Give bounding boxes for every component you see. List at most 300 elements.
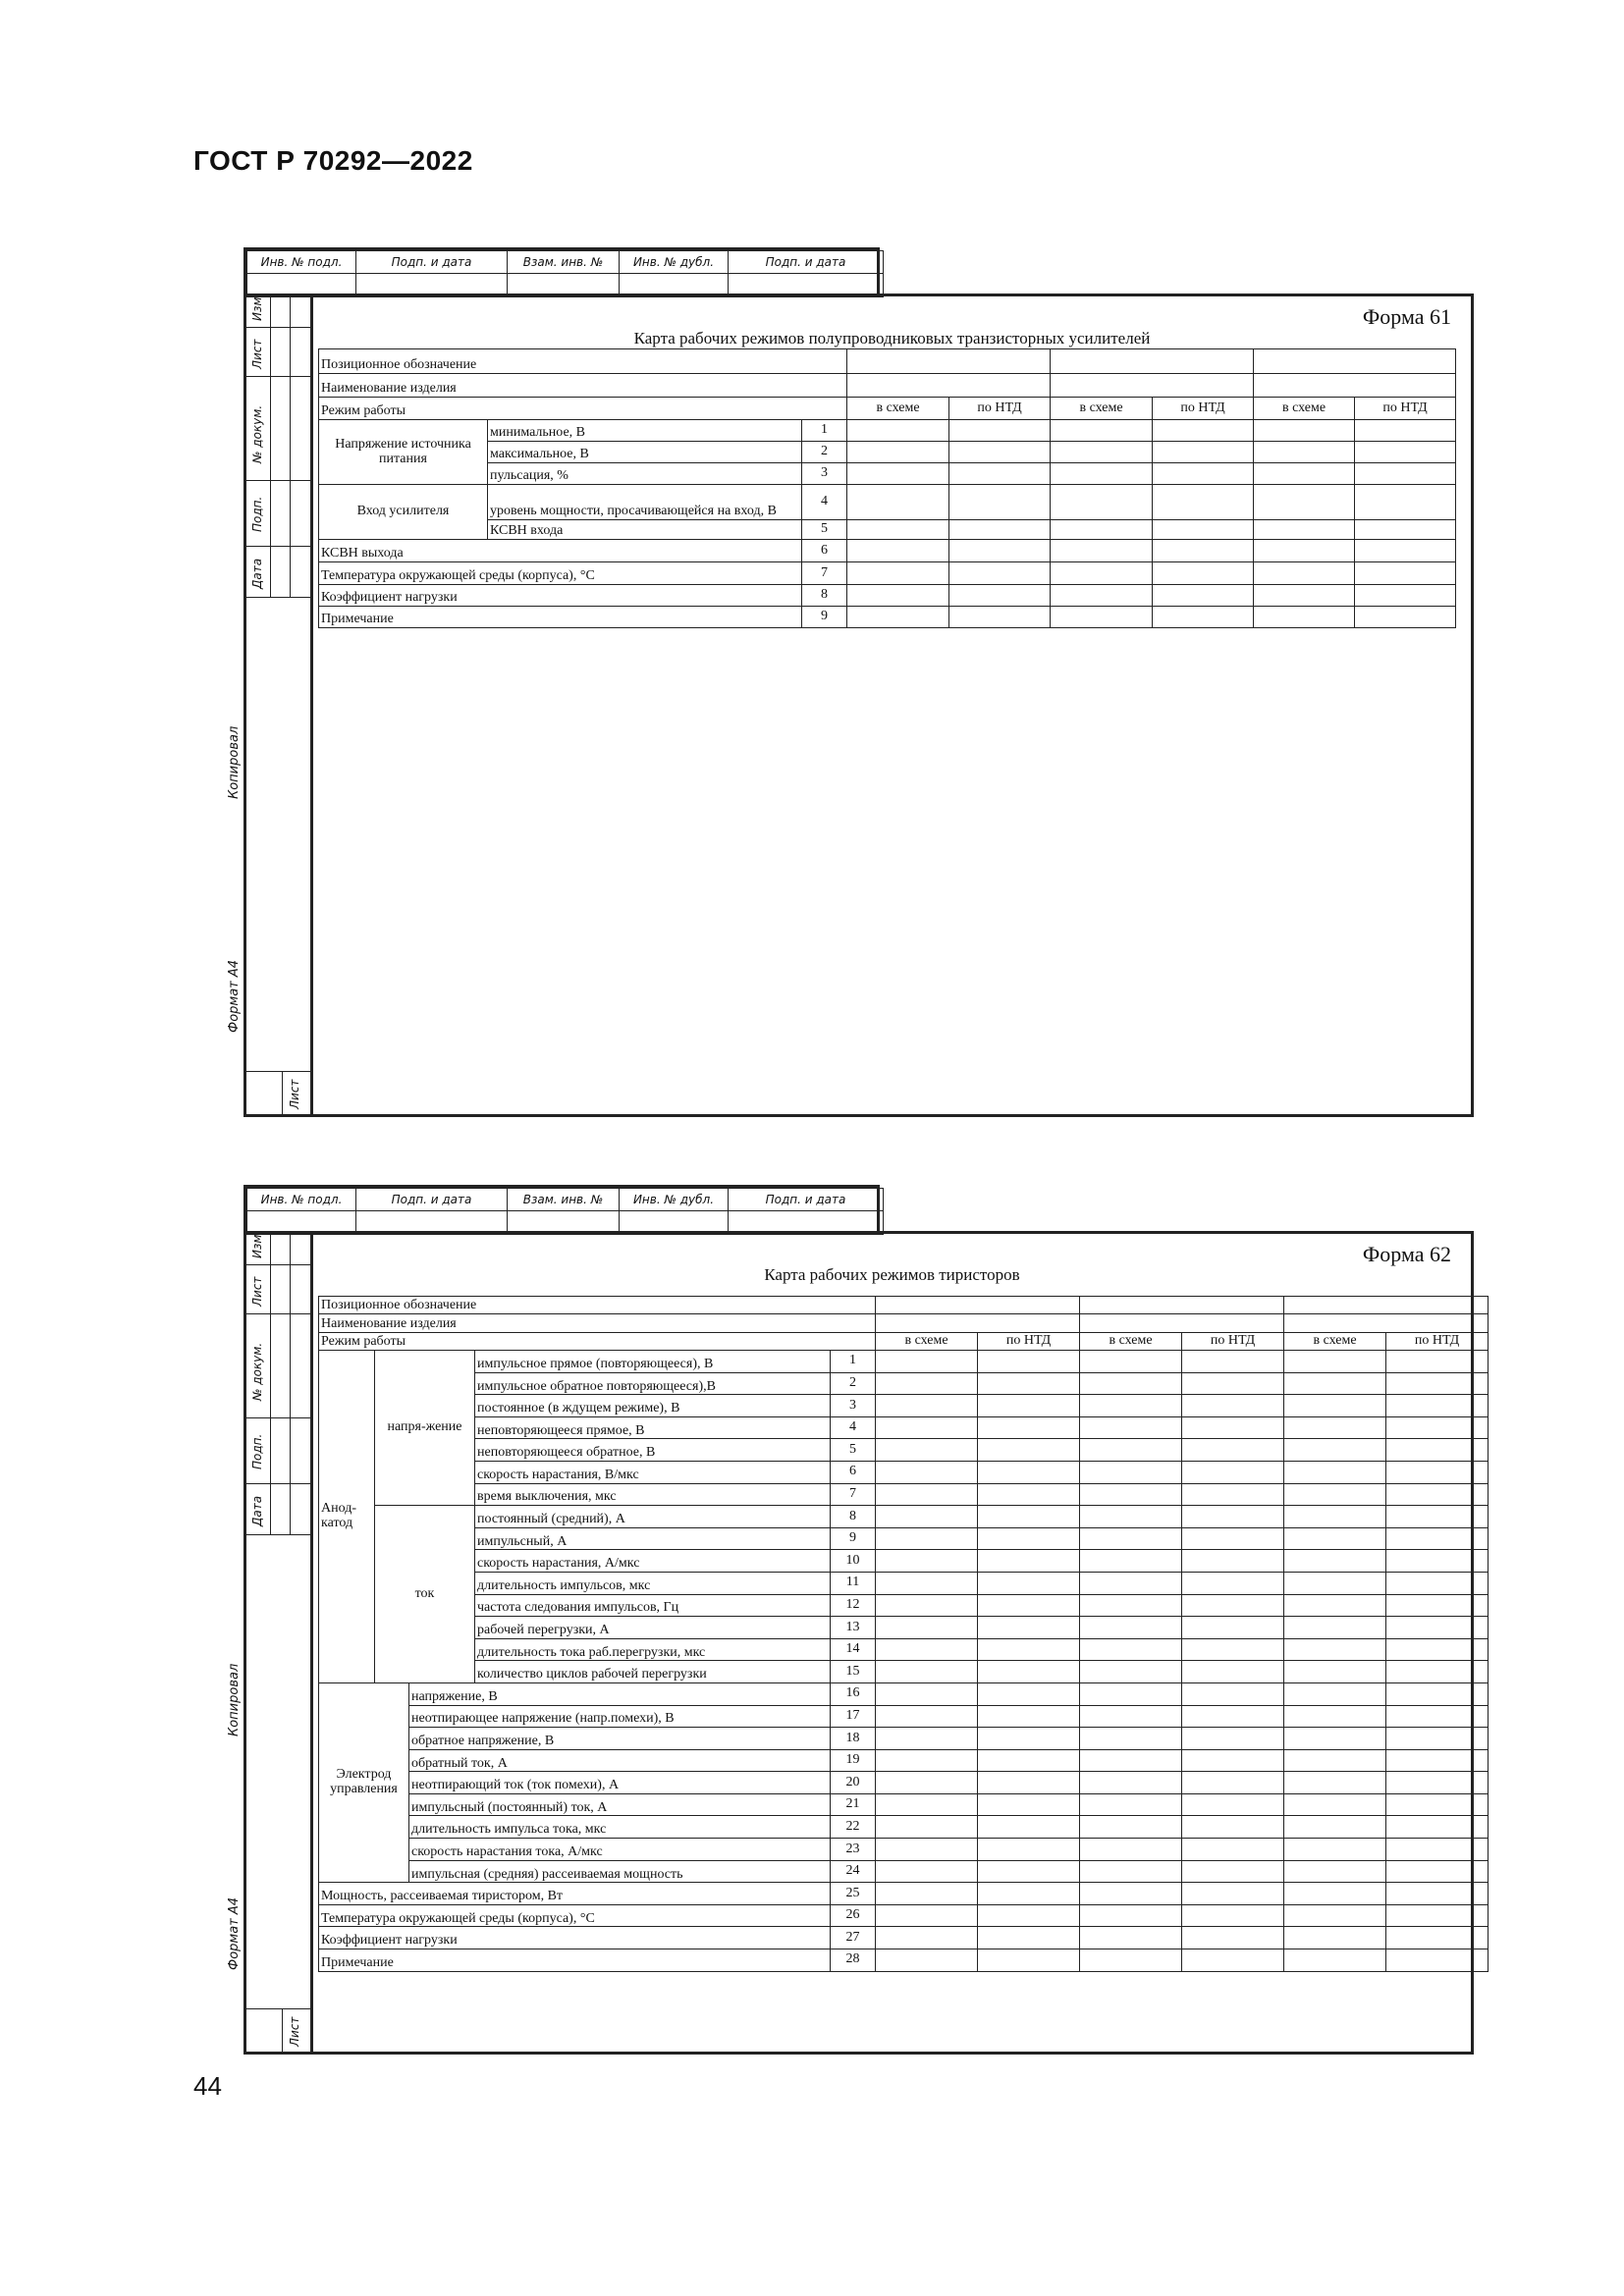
value-cell[interactable]: [978, 1351, 1080, 1373]
value-cell[interactable]: [1051, 607, 1153, 628]
value-cell[interactable]: [1153, 585, 1254, 607]
product-name-cell[interactable]: [1051, 374, 1254, 398]
value-cell[interactable]: [978, 1728, 1080, 1750]
col-header-scheme: в схеме: [1254, 398, 1355, 420]
value-cell[interactable]: [978, 1638, 1080, 1661]
value-cell[interactable]: [1182, 1351, 1284, 1373]
value-cell[interactable]: [978, 1572, 1080, 1594]
margin-izm-label: Изм: [250, 1234, 264, 1258]
value-cell[interactable]: [1080, 1594, 1182, 1617]
value-cell[interactable]: [978, 1883, 1080, 1905]
value-cell[interactable]: [1386, 1927, 1489, 1949]
value-cell[interactable]: [1080, 1395, 1182, 1417]
row-label: импульсное прямое (повторяющееся), В: [475, 1351, 831, 1373]
value-cell[interactable]: [978, 1395, 1080, 1417]
value-cell[interactable]: [876, 1883, 978, 1905]
row-number: 21: [831, 1793, 876, 1816]
value-cell[interactable]: [1182, 1927, 1284, 1949]
revision-margin: [246, 296, 313, 1114]
value-cell[interactable]: [1284, 1617, 1386, 1639]
value-cell[interactable]: [1051, 442, 1153, 463]
value-cell[interactable]: [1182, 1572, 1284, 1594]
value-cell[interactable]: [1080, 1527, 1182, 1550]
value-cell[interactable]: [1182, 1638, 1284, 1661]
value-cell[interactable]: [876, 1372, 978, 1395]
row-label: Коэффициент нагрузки: [319, 1927, 831, 1949]
value-cell[interactable]: [1386, 1372, 1489, 1395]
value-cell[interactable]: [876, 1483, 978, 1506]
margin-docno-label: № докум.: [250, 1342, 264, 1401]
row-number: 1: [831, 1351, 876, 1373]
value-cell[interactable]: [1080, 1904, 1182, 1927]
value-cell[interactable]: [1182, 1860, 1284, 1883]
value-cell[interactable]: [1182, 1461, 1284, 1483]
value-cell[interactable]: [876, 1860, 978, 1883]
value-cell[interactable]: [1284, 1860, 1386, 1883]
value-cell[interactable]: [1284, 1949, 1386, 1972]
value-cell[interactable]: [1284, 1816, 1386, 1839]
value-cell[interactable]: [1254, 420, 1355, 442]
value-cell[interactable]: [1080, 1793, 1182, 1816]
value-cell[interactable]: [1182, 1793, 1284, 1816]
stamp-label: Взам. инв. №: [508, 251, 620, 274]
value-cell[interactable]: [847, 442, 949, 463]
row-number: 26: [831, 1904, 876, 1927]
col-header-ntd: по НТД: [1153, 398, 1254, 420]
stamp-label: Подп. и дата: [729, 251, 884, 274]
value-cell[interactable]: [1386, 1728, 1489, 1750]
value-cell[interactable]: [876, 1527, 978, 1550]
document-header: ГОСТ Р 70292—2022: [193, 145, 473, 176]
value-cell[interactable]: [1182, 1705, 1284, 1728]
value-cell[interactable]: [949, 540, 1051, 562]
stamp-label: Инв. № дубл.: [620, 1189, 729, 1211]
value-cell[interactable]: [978, 1772, 1080, 1794]
row-label: максимальное, В: [488, 442, 802, 463]
row-number: 15: [831, 1661, 876, 1683]
value-cell[interactable]: [949, 420, 1051, 442]
value-cell[interactable]: [1386, 1772, 1489, 1794]
value-cell[interactable]: [978, 1682, 1080, 1705]
value-cell[interactable]: [1355, 485, 1456, 520]
value-cell[interactable]: [1080, 1661, 1182, 1683]
row-number: 9: [831, 1527, 876, 1550]
value-cell[interactable]: [1386, 1461, 1489, 1483]
value-cell[interactable]: [847, 562, 949, 585]
value-cell[interactable]: [1080, 1372, 1182, 1395]
row-number: 8: [802, 585, 847, 607]
value-cell[interactable]: [1080, 1749, 1182, 1772]
value-cell[interactable]: [949, 485, 1051, 520]
value-cell[interactable]: [1051, 540, 1153, 562]
value-cell[interactable]: [1254, 442, 1355, 463]
pos-designation-label: Позиционное обозначение: [319, 1297, 876, 1314]
subgroup-current: ток: [375, 1506, 475, 1683]
value-cell[interactable]: [978, 1416, 1080, 1439]
value-cell[interactable]: [1080, 1461, 1182, 1483]
value-cell[interactable]: [1080, 1860, 1182, 1883]
sheet-box: [246, 2008, 310, 2052]
value-cell[interactable]: [1182, 1395, 1284, 1417]
row-number: 10: [831, 1550, 876, 1573]
value-cell[interactable]: [978, 1949, 1080, 1972]
form-frame: [244, 294, 1474, 1117]
value-cell[interactable]: [1182, 1439, 1284, 1462]
value-cell[interactable]: [1386, 1661, 1489, 1683]
value-cell[interactable]: [1284, 1793, 1386, 1816]
value-cell[interactable]: [1254, 607, 1355, 628]
value-cell[interactable]: [1355, 442, 1456, 463]
value-cell[interactable]: [978, 1661, 1080, 1683]
value-cell[interactable]: [949, 562, 1051, 585]
value-cell[interactable]: [1051, 562, 1153, 585]
value-cell[interactable]: [1051, 520, 1153, 540]
value-cell[interactable]: [876, 1682, 978, 1705]
value-cell[interactable]: [876, 1705, 978, 1728]
value-cell[interactable]: [1254, 485, 1355, 520]
value-cell[interactable]: [978, 1594, 1080, 1617]
value-cell[interactable]: [876, 1395, 978, 1417]
margin-podp-label: Подп.: [250, 496, 264, 532]
value-cell[interactable]: [876, 1728, 978, 1750]
value-cell[interactable]: [1182, 1550, 1284, 1573]
value-cell[interactable]: [1284, 1527, 1386, 1550]
value-cell[interactable]: [978, 1839, 1080, 1861]
stamp-label: Подп. и дата: [356, 1189, 508, 1211]
value-cell[interactable]: [1182, 1749, 1284, 1772]
value-cell[interactable]: [1080, 1839, 1182, 1861]
value-cell[interactable]: [876, 1638, 978, 1661]
value-cell[interactable]: [1182, 1949, 1284, 1972]
value-cell[interactable]: [949, 607, 1051, 628]
value-cell[interactable]: [1355, 420, 1456, 442]
row-label: обратное напряжение, В: [409, 1728, 831, 1750]
form-number: Форма 61: [1362, 304, 1451, 329]
value-cell[interactable]: [1080, 1728, 1182, 1750]
value-cell[interactable]: [1284, 1439, 1386, 1462]
value-cell[interactable]: [1386, 1749, 1489, 1772]
archive-stamp: [244, 1185, 880, 1232]
value-cell[interactable]: [1153, 463, 1254, 485]
row-number: 1: [802, 420, 847, 442]
value-cell[interactable]: [876, 1594, 978, 1617]
value-cell[interactable]: [1386, 1395, 1489, 1417]
value-cell[interactable]: [1284, 1705, 1386, 1728]
row-label: неотпирающий ток (ток помехи), А: [409, 1772, 831, 1794]
value-cell[interactable]: [1182, 1416, 1284, 1439]
value-cell[interactable]: [1386, 1860, 1489, 1883]
col-header-ntd: по НТД: [949, 398, 1051, 420]
value-cell[interactable]: [876, 1904, 978, 1927]
copied-label: Копировал: [227, 1663, 242, 1736]
value-cell[interactable]: [876, 1416, 978, 1439]
value-cell[interactable]: [1080, 1617, 1182, 1639]
value-cell[interactable]: [978, 1483, 1080, 1506]
value-cell[interactable]: [1284, 1372, 1386, 1395]
row-label: количество циклов рабочей перегрузки: [475, 1661, 831, 1683]
value-cell[interactable]: [1284, 1572, 1386, 1594]
value-cell[interactable]: [1182, 1372, 1284, 1395]
value-cell[interactable]: [1284, 1749, 1386, 1772]
col-header-scheme: в схеме: [876, 1333, 978, 1351]
value-cell[interactable]: [978, 1617, 1080, 1639]
pos-designation-cell[interactable]: [1284, 1297, 1489, 1314]
value-cell[interactable]: [1284, 1550, 1386, 1573]
value-cell[interactable]: [1386, 1550, 1489, 1573]
value-cell[interactable]: [1386, 1439, 1489, 1462]
value-cell[interactable]: [1153, 520, 1254, 540]
value-cell[interactable]: [876, 1793, 978, 1816]
value-cell[interactable]: [1355, 562, 1456, 585]
value-cell[interactable]: [847, 540, 949, 562]
value-cell[interactable]: [1386, 1638, 1489, 1661]
value-cell[interactable]: [876, 1816, 978, 1839]
value-cell[interactable]: [978, 1927, 1080, 1949]
value-cell[interactable]: [1355, 607, 1456, 628]
value-cell[interactable]: [1080, 1949, 1182, 1972]
row-number: 23: [831, 1839, 876, 1861]
value-cell[interactable]: [978, 1860, 1080, 1883]
archive-stamp: [244, 247, 880, 294]
value-cell[interactable]: [1254, 520, 1355, 540]
value-cell[interactable]: [1386, 1506, 1489, 1528]
value-cell[interactable]: [1153, 442, 1254, 463]
value-cell[interactable]: [1153, 485, 1254, 520]
value-cell[interactable]: [1386, 1949, 1489, 1972]
value-cell[interactable]: [1284, 1395, 1386, 1417]
value-cell[interactable]: [1080, 1883, 1182, 1905]
value-cell[interactable]: [1254, 585, 1355, 607]
row-label: скорость нарастания, А/мкс: [475, 1550, 831, 1573]
value-cell[interactable]: [1153, 420, 1254, 442]
value-cell[interactable]: [949, 442, 1051, 463]
row-number: 6: [831, 1461, 876, 1483]
mode-label: Режим работы: [319, 398, 847, 420]
value-cell[interactable]: [1080, 1550, 1182, 1573]
value-cell[interactable]: [1284, 1483, 1386, 1506]
value-cell[interactable]: [1254, 562, 1355, 585]
product-name-cell[interactable]: [876, 1314, 1080, 1333]
pos-designation-cell[interactable]: [876, 1297, 1080, 1314]
row-label: Коэффициент нагрузки: [319, 585, 802, 607]
row-number: 4: [831, 1416, 876, 1439]
col-header-scheme: в схеме: [1080, 1333, 1182, 1351]
value-cell[interactable]: [1182, 1527, 1284, 1550]
product-name-cell[interactable]: [1080, 1314, 1284, 1333]
value-cell[interactable]: [1386, 1617, 1489, 1639]
value-cell[interactable]: [1284, 1839, 1386, 1861]
value-cell[interactable]: [1051, 485, 1153, 520]
value-cell[interactable]: [1080, 1506, 1182, 1528]
group-gate-electrode: Электрод управления: [319, 1682, 409, 1882]
margin-list-label: Лист: [250, 339, 264, 369]
value-cell[interactable]: [1182, 1839, 1284, 1861]
revision-margin: [246, 1234, 313, 2052]
col-header-scheme: в схеме: [1284, 1333, 1386, 1351]
value-cell[interactable]: [847, 585, 949, 607]
value-cell[interactable]: [1284, 1904, 1386, 1927]
value-cell[interactable]: [1386, 1705, 1489, 1728]
row-label: уровень мощности, просачивающейся на вход, В: [488, 485, 802, 520]
value-cell[interactable]: [978, 1372, 1080, 1395]
value-cell[interactable]: [1355, 520, 1456, 540]
value-cell[interactable]: [1284, 1416, 1386, 1439]
value-cell[interactable]: [1386, 1527, 1489, 1550]
value-cell[interactable]: [1080, 1927, 1182, 1949]
margin-data-label: Дата: [250, 1495, 264, 1526]
value-cell[interactable]: [1386, 1572, 1489, 1594]
value-cell[interactable]: [1284, 1728, 1386, 1750]
value-cell[interactable]: [1080, 1638, 1182, 1661]
value-cell[interactable]: [1386, 1839, 1489, 1861]
value-cell[interactable]: [1080, 1483, 1182, 1506]
value-cell[interactable]: [1386, 1682, 1489, 1705]
value-cell[interactable]: [1051, 585, 1153, 607]
value-cell[interactable]: [1284, 1927, 1386, 1949]
value-cell[interactable]: [1182, 1772, 1284, 1794]
row-label: длительность импульсов, мкс: [475, 1572, 831, 1594]
value-cell[interactable]: [876, 1351, 978, 1373]
value-cell[interactable]: [876, 1572, 978, 1594]
value-cell[interactable]: [1254, 540, 1355, 562]
value-cell[interactable]: [978, 1461, 1080, 1483]
value-cell[interactable]: [876, 1927, 978, 1949]
product-name-cell[interactable]: [847, 374, 1051, 398]
value-cell[interactable]: [1386, 1793, 1489, 1816]
value-cell[interactable]: [1182, 1883, 1284, 1905]
value-cell[interactable]: [1386, 1351, 1489, 1373]
value-cell[interactable]: [978, 1793, 1080, 1816]
pos-designation-cell[interactable]: [1254, 349, 1456, 374]
value-cell[interactable]: [876, 1550, 978, 1573]
value-cell[interactable]: [1153, 562, 1254, 585]
value-cell[interactable]: [978, 1705, 1080, 1728]
margin-sheet-label: Лист: [288, 2016, 301, 2047]
row-label: постоянный (средний), А: [475, 1506, 831, 1528]
row-label: КСВН входа: [488, 520, 802, 540]
value-cell[interactable]: [1182, 1682, 1284, 1705]
value-cell[interactable]: [1386, 1904, 1489, 1927]
value-cell[interactable]: [876, 1749, 978, 1772]
row-number: 2: [802, 442, 847, 463]
value-cell[interactable]: [1080, 1416, 1182, 1439]
value-cell[interactable]: [1355, 463, 1456, 485]
value-cell[interactable]: [949, 463, 1051, 485]
value-cell[interactable]: [1182, 1816, 1284, 1839]
value-cell[interactable]: [1182, 1661, 1284, 1683]
value-cell[interactable]: [1386, 1594, 1489, 1617]
value-cell[interactable]: [1080, 1572, 1182, 1594]
value-cell[interactable]: [1386, 1816, 1489, 1839]
value-cell[interactable]: [847, 420, 949, 442]
stamp-label: Подп. и дата: [729, 1189, 884, 1211]
value-cell[interactable]: [1182, 1594, 1284, 1617]
value-cell[interactable]: [1080, 1772, 1182, 1794]
value-cell[interactable]: [876, 1461, 978, 1483]
value-cell[interactable]: [876, 1439, 978, 1462]
value-cell[interactable]: [1080, 1351, 1182, 1373]
form-62: [227, 1185, 1474, 2055]
value-cell[interactable]: [978, 1749, 1080, 1772]
value-cell[interactable]: [978, 1506, 1080, 1528]
value-cell[interactable]: [1386, 1483, 1489, 1506]
value-cell[interactable]: [1182, 1483, 1284, 1506]
value-cell[interactable]: [978, 1550, 1080, 1573]
value-cell[interactable]: [1355, 585, 1456, 607]
value-cell[interactable]: [1153, 607, 1254, 628]
pos-designation-cell[interactable]: [847, 349, 1051, 374]
row-number: 19: [831, 1749, 876, 1772]
row-label: Температура окружающей среды (корпуса), °С: [319, 562, 802, 585]
value-cell[interactable]: [1284, 1506, 1386, 1528]
row-number: 25: [831, 1883, 876, 1905]
value-cell[interactable]: [1284, 1594, 1386, 1617]
value-cell[interactable]: [1284, 1461, 1386, 1483]
value-cell[interactable]: [1182, 1506, 1284, 1528]
value-cell[interactable]: [1284, 1883, 1386, 1905]
row-number: 24: [831, 1860, 876, 1883]
value-cell[interactable]: [876, 1506, 978, 1528]
value-cell[interactable]: [1355, 540, 1456, 562]
value-cell[interactable]: [876, 1617, 978, 1639]
value-cell[interactable]: [949, 585, 1051, 607]
value-cell[interactable]: [1182, 1728, 1284, 1750]
value-cell[interactable]: [978, 1439, 1080, 1462]
pos-designation-cell[interactable]: [1051, 349, 1254, 374]
value-cell[interactable]: [1182, 1904, 1284, 1927]
value-cell[interactable]: [847, 463, 949, 485]
value-cell[interactable]: [1284, 1661, 1386, 1683]
value-cell[interactable]: [1182, 1617, 1284, 1639]
value-cell[interactable]: [1080, 1439, 1182, 1462]
row-number: 7: [802, 562, 847, 585]
value-cell[interactable]: [978, 1816, 1080, 1839]
value-cell[interactable]: [1051, 463, 1153, 485]
value-cell[interactable]: [1386, 1416, 1489, 1439]
value-cell[interactable]: [1080, 1816, 1182, 1839]
product-name-cell[interactable]: [1254, 374, 1456, 398]
row-label: длительность тока раб.перегрузки, мкс: [475, 1638, 831, 1661]
pos-designation-cell[interactable]: [1080, 1297, 1284, 1314]
group-anode-cathode: Анод-катод: [319, 1351, 375, 1683]
value-cell[interactable]: [847, 485, 949, 520]
value-cell[interactable]: [847, 607, 949, 628]
value-cell[interactable]: [876, 1772, 978, 1794]
page-number: 44: [193, 2071, 222, 2101]
value-cell[interactable]: [1080, 1682, 1182, 1705]
product-name-cell[interactable]: [1284, 1314, 1489, 1333]
value-cell[interactable]: [1254, 463, 1355, 485]
value-cell[interactable]: [847, 520, 949, 540]
value-cell[interactable]: [1080, 1705, 1182, 1728]
value-cell[interactable]: [876, 1949, 978, 1972]
col-header-scheme: в схеме: [847, 398, 949, 420]
format-label: Формат А4: [227, 959, 242, 1033]
row-number: 14: [831, 1638, 876, 1661]
value-cell[interactable]: [1386, 1883, 1489, 1905]
value-cell[interactable]: [949, 520, 1051, 540]
value-cell[interactable]: [1153, 540, 1254, 562]
value-cell[interactable]: [978, 1904, 1080, 1927]
value-cell[interactable]: [1284, 1351, 1386, 1373]
value-cell[interactable]: [1284, 1638, 1386, 1661]
value-cell[interactable]: [1284, 1772, 1386, 1794]
value-cell[interactable]: [876, 1839, 978, 1861]
value-cell[interactable]: [876, 1661, 978, 1683]
value-cell[interactable]: [1051, 420, 1153, 442]
value-cell[interactable]: [978, 1527, 1080, 1550]
value-cell[interactable]: [1284, 1682, 1386, 1705]
